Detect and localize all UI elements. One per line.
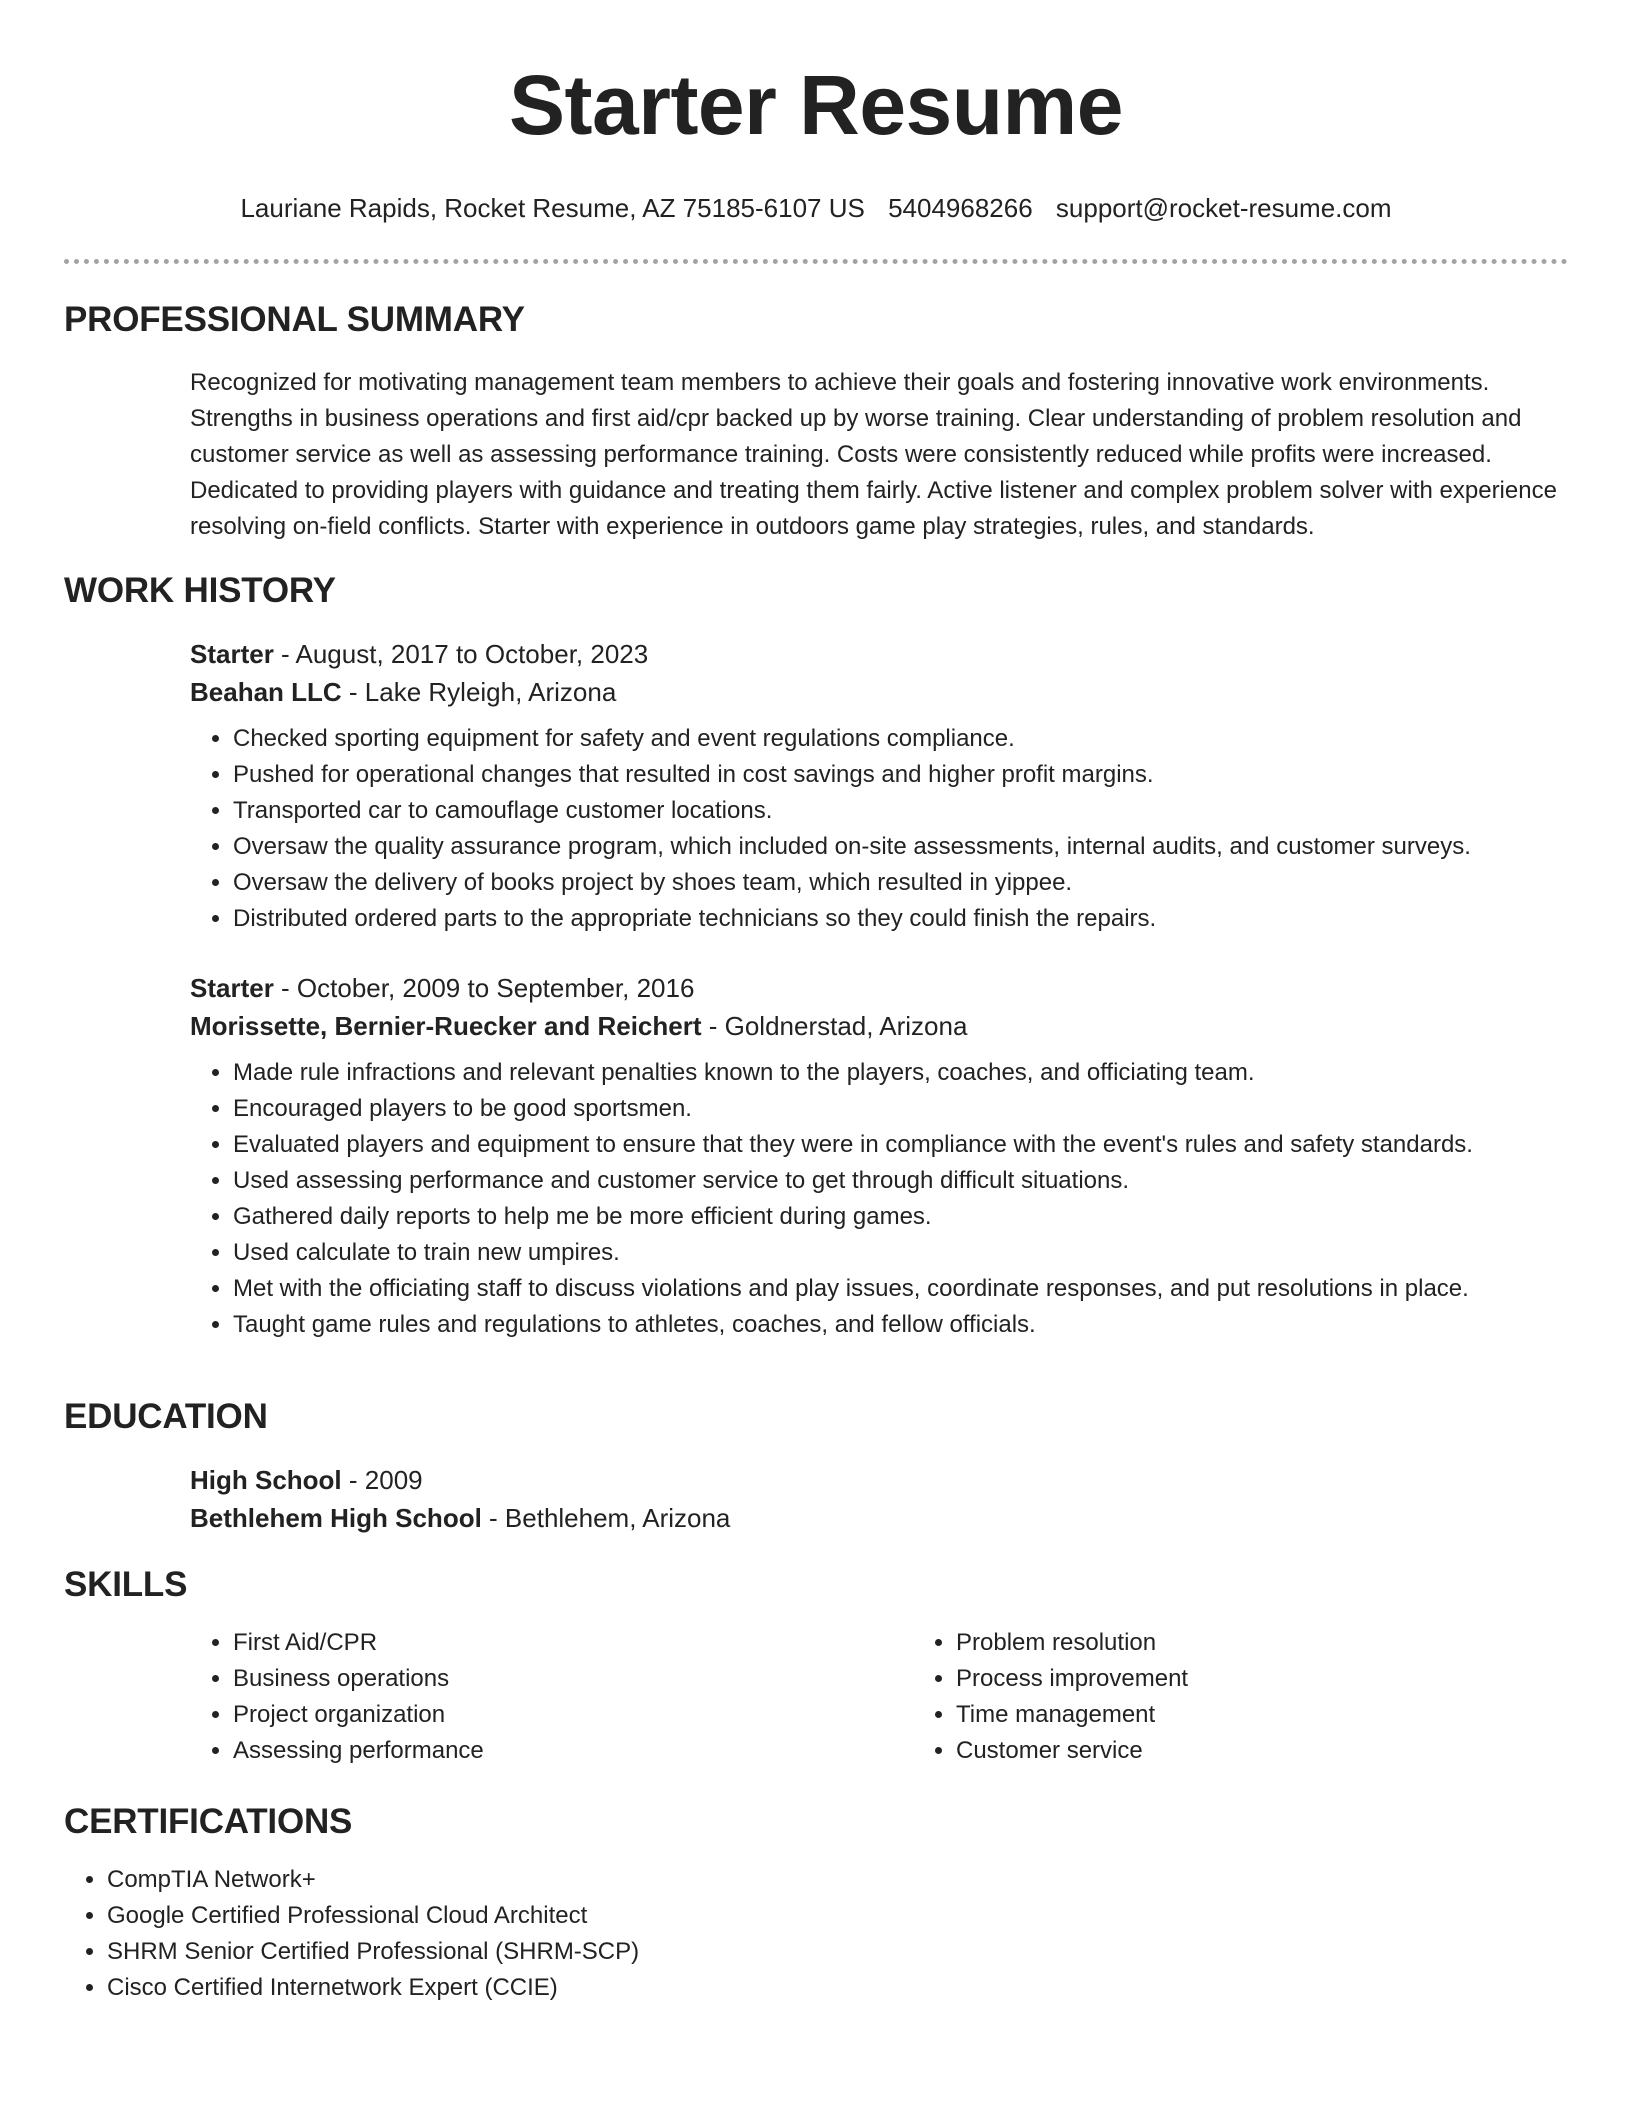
resume-name: Starter Resume [509, 58, 1123, 152]
certification-item: • Cisco Certified Internetwork Expert (CCIE) [107, 1970, 1568, 2006]
job-company: Morissette, Bernier-Ruecker and Reichert [190, 1011, 702, 1041]
skill-item: • Assessing performance [233, 1733, 913, 1769]
job-title: Starter [190, 639, 274, 669]
job-entry [190, 969, 1568, 1343]
summary-heading: PROFESSIONAL SUMMARY [64, 300, 525, 339]
list-item: • Pushed for operational changes that resulted in cost savings and higher profit margins. [233, 757, 1568, 793]
skill-item: • Time management [956, 1697, 1556, 1733]
contact-address: Lauriane Rapids, Rocket Resume, AZ 75185-6107 US [240, 193, 865, 223]
certifications-heading: CERTIFICATIONS [64, 1802, 353, 1841]
job-bullets [190, 1055, 1568, 1343]
list-item: • Gathered daily reports to help me be more efficient during games. [233, 1199, 1568, 1235]
certification-item: • Google Certified Professional Cloud Architect [107, 1898, 1568, 1934]
job-company: Beahan LLC [190, 677, 342, 707]
contact-phone: 5404968266 [888, 193, 1033, 223]
list-item: • Used assessing performance and customer service to get through difficult situations. [233, 1163, 1568, 1199]
work-history-section [64, 569, 1568, 1343]
job-dates: - August, 2017 to October, 2023 [273, 639, 649, 669]
summary-text: Recognized for motivating management team members to achieve their goals and fostering innovative work environments. Strengths in business operations and first aid/cpr backed up by worse training. Clear understanding of problem resolution and customer service as well as assessing performance training. Costs were consistently reduced while profits were increased. Dedicated to providing players with guidance and treating them fairly. Active listener and complex problem solver with experience resolving on-field conflicts. Starter with experience in outdoors game play strategies, rules, and standards. [190, 369, 1557, 540]
skill-item: • First Aid/CPR [233, 1625, 913, 1661]
skills-section [64, 1563, 1568, 1769]
skill-item: • Process improvement [956, 1661, 1556, 1697]
certifications-list [64, 1862, 1568, 2006]
job-company-line [190, 1007, 1568, 1045]
education-degree-line [190, 1461, 1568, 1499]
skill-item: • Project organization [233, 1697, 913, 1733]
skills-heading: SKILLS [64, 1565, 188, 1604]
education-year: - 2009 [341, 1465, 423, 1495]
list-item: • Used calculate to train new umpires. [233, 1235, 1568, 1271]
certification-item: • SHRM Senior Certified Professional (SHRM-SCP) [107, 1934, 1568, 1970]
summary-section [64, 298, 1568, 545]
education-degree: High School [190, 1465, 342, 1495]
job-company-line [190, 673, 1568, 711]
job-title-line [190, 635, 1568, 673]
skill-item: • Customer service [956, 1733, 1556, 1769]
skills-column-left [190, 1625, 913, 1769]
list-item: • Checked sporting equipment for safety and event regulations compliance. [233, 721, 1568, 757]
job-location: - Lake Ryleigh, Arizona [341, 677, 617, 707]
education-location: - Bethlehem, Arizona [481, 1503, 731, 1533]
job-bullets [190, 721, 1568, 937]
work-history-heading: WORK HISTORY [64, 571, 336, 610]
header-divider [64, 259, 1568, 264]
job-title: Starter [190, 973, 274, 1003]
skills-grid [190, 1625, 1568, 1769]
contact-email: support@rocket-resume.com [1055, 193, 1392, 223]
job-entry [190, 635, 1568, 937]
certification-item: • CompTIA Network+ [107, 1862, 1568, 1898]
list-item: • Made rule infractions and relevant penalties known to the players, coaches, and officiating team. [233, 1055, 1568, 1091]
skills-column-right [913, 1625, 1556, 1769]
job-location: - Goldnerstad, Arizona [701, 1011, 968, 1041]
list-item: • Transported car to camouflage customer locations. [233, 793, 1568, 829]
list-item: • Taught game rules and regulations to athletes, coaches, and fellow officials. [233, 1307, 1568, 1343]
education-heading: EDUCATION [64, 1397, 268, 1436]
list-item: • Met with the officiating staff to discuss violations and play issues, coordinate responses, and put resolutions in place. [233, 1271, 1568, 1307]
list-item: • Evaluated players and equipment to ensure that they were in compliance with the event's rules and safety standards. [233, 1127, 1568, 1163]
education-entry [190, 1461, 1568, 1537]
list-item: • Oversaw the delivery of books project by shoes team, which resulted in yippee. [233, 865, 1568, 901]
certifications-section [64, 1800, 1568, 2006]
skill-item: • Problem resolution [956, 1625, 1556, 1661]
education-school-line [190, 1499, 1568, 1537]
education-school: Bethlehem High School [190, 1503, 482, 1533]
list-item: • Distributed ordered parts to the appropriate technicians so they could finish the repairs. [233, 901, 1568, 937]
list-item: • Oversaw the quality assurance program, which included on-site assessments, internal audits, and customer surveys. [233, 829, 1568, 865]
job-title-line [190, 969, 1568, 1007]
contact-line [64, 191, 1568, 225]
education-section [64, 1395, 1568, 1537]
list-item: • Encouraged players to be good sportsmen. [233, 1091, 1568, 1127]
job-dates: - October, 2009 to September, 2016 [273, 973, 695, 1003]
skill-item: • Business operations [233, 1661, 913, 1697]
